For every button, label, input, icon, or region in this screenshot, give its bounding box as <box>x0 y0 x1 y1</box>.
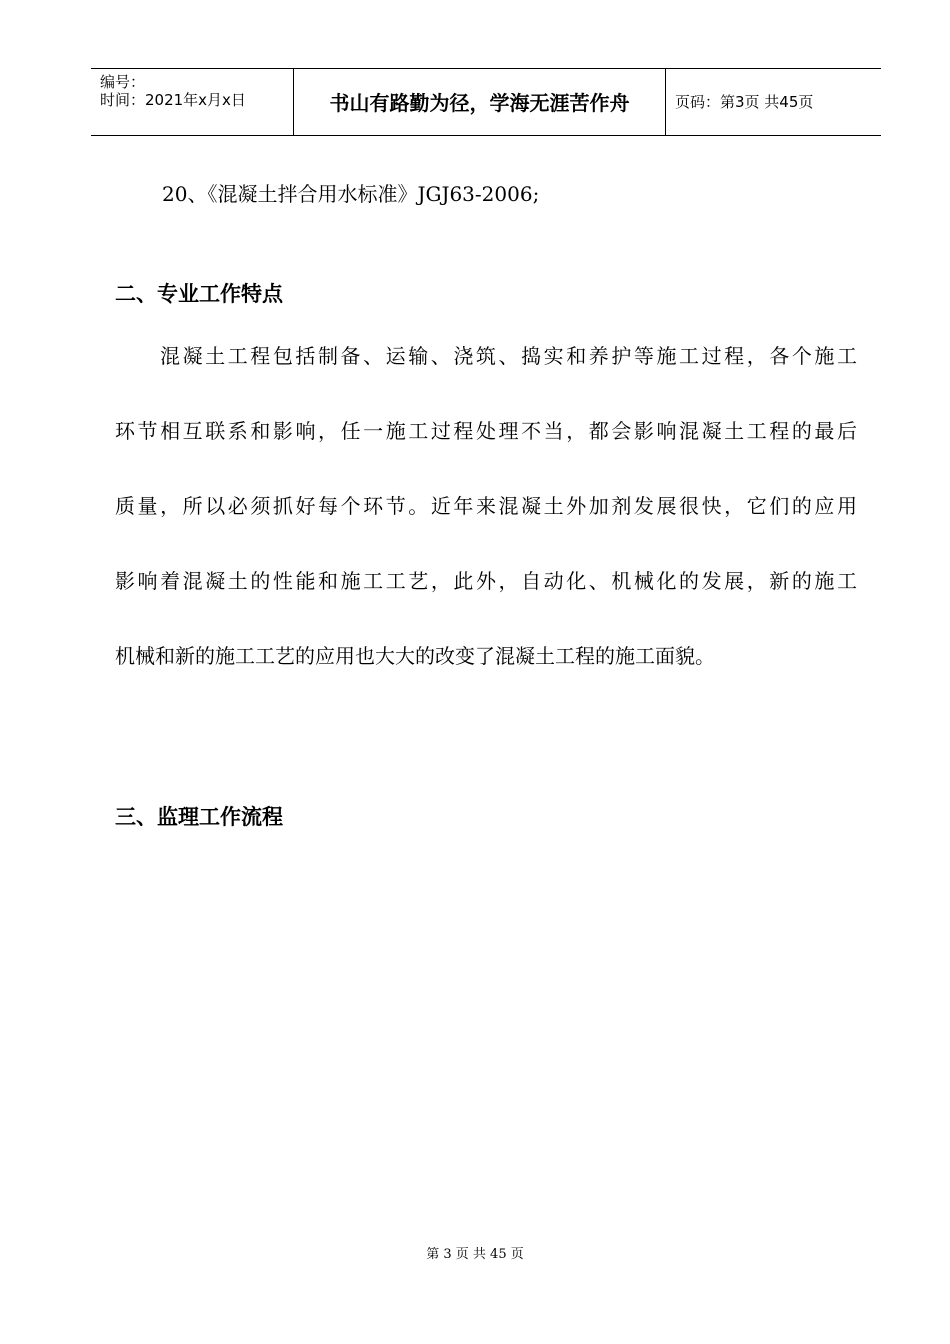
header-motto: 书山有路勤为径，学海无涯苦作舟 <box>329 91 630 115</box>
header-page-info: 页码：第3页 共45页 <box>675 93 814 111</box>
document-number-label: 编号： <box>100 73 146 91</box>
page-header <box>91 68 881 136</box>
paragraph-line: 影响着混凝土的性能和施工工艺，此外，自动化、机械化的发展，新的施工 <box>115 569 857 593</box>
reference-item-20: 20、《混凝土拌合用水标准》JGJ63-2006; <box>162 182 540 206</box>
paragraph-line: 质量，所以必须抓好每个环节。近年来混凝土外加剂发展很快，它们的应用 <box>115 494 857 518</box>
paragraph-line: 混凝土工程包括制备、运输、浇筑、捣实和养护等施工过程，各个施工 <box>160 344 857 368</box>
header-motto-cell <box>293 69 666 135</box>
page-footer: 第 3 页 共 45 页 <box>426 1247 524 1262</box>
header-meta-cell <box>91 69 293 135</box>
section-3-title: 三、监理工作流程 <box>115 805 283 829</box>
section-2-title: 二、专业工作特点 <box>115 282 283 306</box>
paragraph-line-last: 机械和新的施工工艺的应用也大大的改变了混凝土工程的施工面貌。 <box>115 644 715 668</box>
paragraph-line: 环节相互联系和影响，任一施工过程处理不当，都会影响混凝土工程的最后 <box>115 419 857 443</box>
header-page-cell <box>666 69 881 135</box>
document-time-label: 时间：2021年x月x日 <box>100 91 246 109</box>
